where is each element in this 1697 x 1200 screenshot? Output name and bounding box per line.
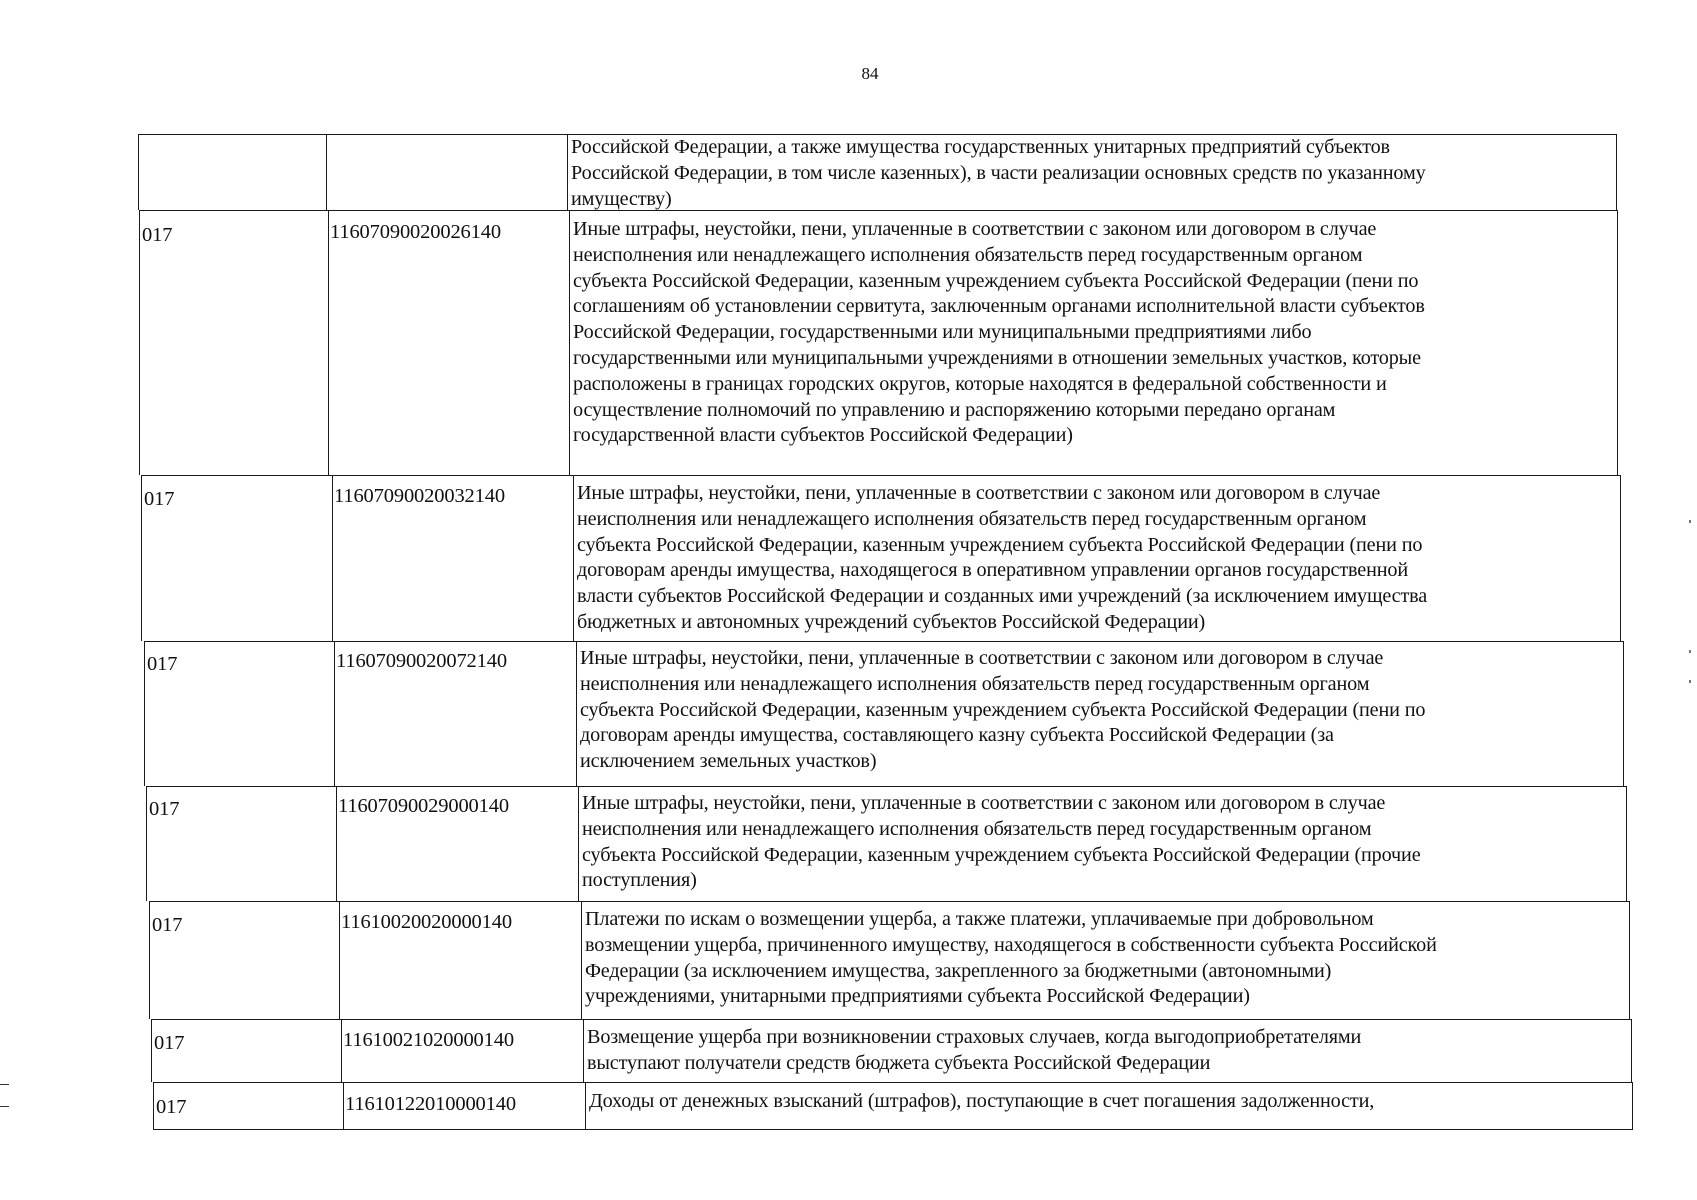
column-divider [341,1020,342,1082]
description-line: власти субъектов Российской Федерации и созданных ими учреждений (за исключением имущества [577,585,1428,608]
column-divider [334,642,335,786]
admin-code-cell: 017 [142,224,173,246]
column-divider [339,902,340,1019]
column-divider [578,787,579,901]
kbk-code-cell: 11607090020032140 [334,485,505,507]
description-line: Российской Федерации, государственными или муниципальными предприятиями либо [573,321,1312,344]
description-line: неисполнения или ненадлежащего исполнения обязательств перед государственным органом [573,243,1363,266]
description-line: осуществление полномочий по управлению и распоряжению которыми передано органам [573,398,1336,421]
description-line: Иные штрафы, неустойки, пени, уплаченные в соответствии с законом или договором в случае [573,218,1377,240]
column-divider [585,1083,586,1129]
table-row [138,134,1617,210]
column-divider [583,1020,584,1082]
description-line: возмещении ущерба, причиненного имуществу, находящегося в собственности субъекта Российской [585,933,1437,956]
description-line: Платежи по искам о возмещении ущерба, а также платежи, уплачиваемые при добровольном [585,908,1374,930]
description-line: договорам аренды имущества, составляющего казну субъекта Российской Федерации (за [580,724,1334,747]
column-divider [569,211,570,475]
kbk-code-cell: 11607090020026140 [330,221,501,243]
column-divider [573,476,574,641]
description-line: Российской Федерации, в том числе казенных), в части реализации основных средств по указанному [571,161,1426,184]
description-line: субъекта Российской Федерации, казенным учреждением субъекта Российской Федерации (пени по [580,698,1426,721]
margin-mark [0,1084,9,1085]
admin-code-cell: 017 [149,798,180,820]
description-line: Российской Федерации, а также имущества государственных унитарных предприятий субъектов [571,136,1390,158]
kbk-code-cell: 11610020020000140 [341,911,512,933]
description-line: неисполнения или ненадлежащего исполнения обязательств перед государственным органом [577,507,1367,530]
table-row [151,1019,1632,1082]
description-line: субъекта Российской Федерации, казенным учреждением субъекта Российской Федерации (прочие [582,843,1421,866]
margin-dot [1689,650,1691,653]
table-row [149,901,1630,1019]
description-line: учреждениями, унитарными предприятиями субъекта Российской Федерации) [585,985,1250,1008]
column-divider [581,902,582,1019]
table-row [139,210,1618,475]
column-divider [336,787,337,901]
admin-code-cell: 017 [154,1032,185,1054]
admin-code-cell: 017 [144,488,175,510]
description-line: выступают получатели средств бюджета субъекта Российской Федерации [587,1051,1211,1074]
column-divider [326,135,327,210]
description-line: расположены в границах городских округов, которые находятся в федеральной собственности и [573,372,1387,395]
column-divider [576,642,577,786]
description-line: Иные штрафы, неустойки, пени, уплаченные в соответствии с законом или договором в случае [577,482,1381,504]
description-line: Федерации (за исключением имущества, закрепленного за бюджетными (автономными) [585,959,1332,982]
description-line: субъекта Российской Федерации, казенным учреждением субъекта Российской Федерации (пени по [573,269,1419,292]
description-line: исключением земельных участков) [580,750,877,773]
description-line: Доходы от денежных взысканий (штрафов), поступающие в счет погашения задолженности, [589,1090,1375,1112]
margin-dot [1689,680,1691,683]
column-divider [332,476,333,641]
page-number: 84 [861,64,879,83]
table-row [141,475,1621,641]
column-divider [328,211,329,475]
admin-code-cell: 017 [156,1096,187,1118]
description-line: поступления) [582,869,697,892]
kbk-code-cell: 11610021020000140 [343,1029,514,1051]
description-line: субъекта Российской Федерации, казенным учреждением субъекта Российской Федерации (пени по [577,533,1423,556]
description-line: имуществу) [571,187,672,210]
description-line: государственными или муниципальными учреждениями в отношении земельных участков, которые [573,347,1421,369]
description-line: договорам аренды имущества, находящегося в оперативном управлении органов государственной [577,559,1409,582]
kbk-code-cell: 11610122010000140 [345,1093,516,1115]
description-line: соглашениям об установлении сервитута, заключенным органами исполнительной власти субъектов [573,295,1425,318]
table-row [146,786,1627,901]
description-line: Иные штрафы, неустойки, пени, уплаченные в соответствии с законом или договором в случае [582,792,1386,814]
column-divider [567,135,568,210]
table-row [153,1082,1633,1130]
column-divider [343,1083,344,1129]
description-line: государственной власти субъектов Российской Федерации) [573,424,1073,447]
margin-mark [0,1106,9,1107]
kbk-code-cell: 11607090029000140 [338,795,509,817]
description-line: Иные штрафы, неустойки, пени, уплаченные в соответствии с законом или договором в случае [580,647,1384,669]
margin-dot [1689,520,1691,523]
kbk-code-cell: 11607090020072140 [336,650,507,672]
table-row [144,641,1624,786]
description-line: неисполнения или ненадлежащего исполнения обязательств перед государственным органом [582,817,1372,840]
description-line: неисполнения или ненадлежащего исполнения обязательств перед государственным органом [580,672,1370,695]
description-line: Возмещение ущерба при возникновении страховых случаев, когда выгодоприобретателями [587,1026,1362,1048]
admin-code-cell: 017 [152,914,183,936]
description-line: бюджетных и автономных учреждений субъектов Российской Федерации) [577,611,1206,633]
admin-code-cell: 017 [147,653,178,675]
